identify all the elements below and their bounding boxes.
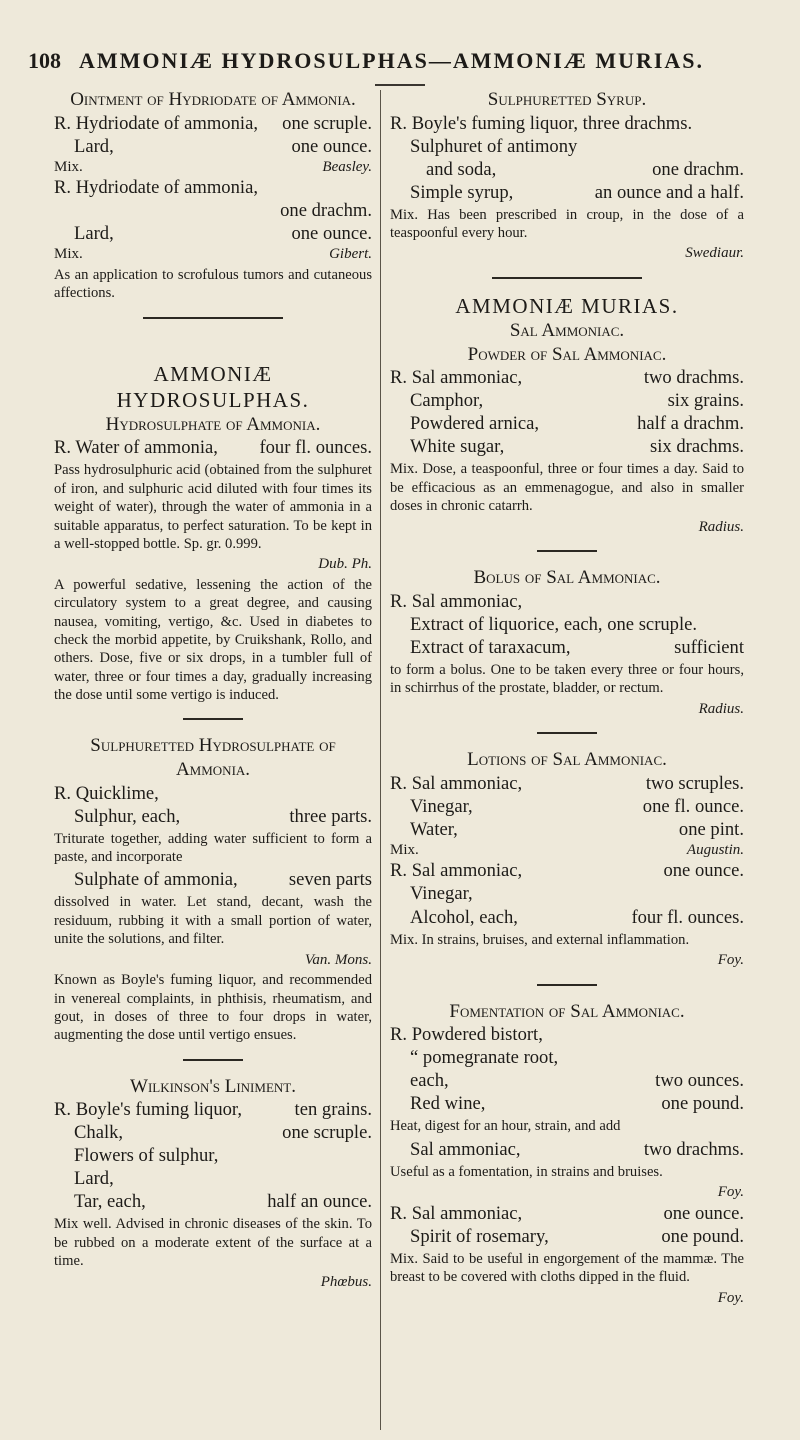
recipe-line: R. Powdered bistort, [390,1024,543,1046]
powder-section [390,343,744,536]
section-title: Powder of Sal Ammoniac. [467,343,667,365]
author-citation: Foy. [717,1289,744,1306]
recipe-line: R. Sal ammoniac, two drachms. [390,367,744,389]
page-number: 108 [28,48,61,73]
usage-note: Known as Boyle's fuming liquor, and recommended in venereal complaints, in phthisis, rheumatism, and gout, in doses of three to four drops in water, augmenting the dose until vertigo ensues. [54,972,372,1044]
lotions-section [390,748,744,969]
bolus-section [390,566,744,718]
recipe-line: and soda, one drachm. [426,158,744,180]
recipe-line: Powdered arnica, half a drachm. [410,413,744,435]
sulphuretted-syrup-section [390,88,744,263]
recipe-line: Spirit of rosemary, one pound. [410,1225,744,1247]
recipe-line: Vinegar, [410,883,473,905]
hydrosulphas-section [54,361,372,705]
section-title: Fomentation of Sal Ammoniac. [449,1000,685,1022]
recipe-line: R. Quicklime, [54,782,159,804]
section-separator [537,984,597,986]
preparation-note: dissolved in water. Let stand, decant, wash the residuum, rubbing it with a small portion of water, unite the solutions, and filter. [54,894,372,948]
recipe-line: Extract of taraxacum, sufficient [410,636,744,658]
column-divider [380,90,381,1430]
recipe-line: Alcohol, each, four fl. ounces. [410,906,744,928]
section-separator [183,1059,243,1061]
section-separator [537,550,597,552]
fomentation-section [390,1000,744,1308]
recipe-line: R. Sal ammoniac, one ounce. [390,1202,744,1224]
recipe-line: R. Boyle's fuming liquor, ten grains. [54,1099,372,1121]
usage-note: Mix well. Advised in chronic diseases of the skin. To be rubbed on a moderate extent of the surface at a time. [54,1216,372,1270]
left-column [54,88,372,1291]
recipe-line: R. Sal ammoniac, two scruples. [390,772,744,794]
recipe-line: R. Hydriodate of ammonia, one scruple. [54,112,372,134]
usage-note: Mix. In strains, bruises, and external inflammation. [390,931,690,948]
section-title: Sulphuretted Hydrosulphate of Ammonia. [90,735,336,781]
usage-note: Useful as a fomentation, in strains and bruises. [390,1163,663,1180]
recipe-line: Flowers of sulphur, [74,1145,219,1167]
usage-note: Mix. Has been prescribed in croup, in the dose of a teaspoonful every hour. [390,206,744,242]
recipe-line: Water, one pint. [410,818,744,840]
recipe-line: Red wine, one pound. [410,1093,744,1115]
author-citation: Radius. [698,700,744,717]
section-heading: AMMONIÆ HYDROSULPHAS. [116,361,310,412]
author-citation: Foy. [717,951,744,968]
section-title: Sulphuretted Syrup. [487,89,647,110]
running-header [28,48,778,74]
recipe-line: Lard, one ounce. [74,223,372,245]
recipe-line: Sal ammoniac, two drachms. [410,1138,744,1160]
murias-section [390,293,744,343]
recipe-line: Extract of liquorice, each, one scruple. [410,613,698,635]
section-separator [143,317,283,319]
section-title: Lotions of Sal Ammoniac. [467,749,667,771]
recipe-line: Sulphate of ammonia, seven parts [74,869,372,891]
recipe-line: Vinegar, one fl. ounce. [410,795,744,817]
recipe-line: R. Sal ammoniac, one ounce. [390,860,744,882]
recipe-line: Sulphur, each, three parts. [74,805,372,827]
preparation-note: Heat, digest for an hour, strain, and add [390,1118,621,1135]
section-separator [183,718,243,720]
recipe-line: Lard, one ounce. [74,135,372,157]
running-title: AMMONIÆ HYDROSULPHAS—AMMONIÆ MURIAS. [79,48,705,73]
recipe-line: White sugar, six drachms. [410,436,744,458]
recipe-line: Tar, each, half an ounce. [74,1191,372,1213]
usage-note: to form a bolus. One to be taken every three or four hours, in schirrhus of the prostate, bladder, or rectum. [390,661,744,697]
recipe-line: R. Water of ammonia, four fl. ounces. [54,437,372,459]
author-citation: Dub. Ph. [318,556,372,573]
section-title: Wilkinson's Liniment. [130,1075,296,1097]
author-citation: Swediaur. [685,245,744,262]
recipe-line: Camphor, six grains. [410,390,744,412]
recipe-line: one drachm. [280,200,372,222]
section-subtitle: Sal Ammoniac. [509,320,625,342]
usage-note: Mix. Dose, a teaspoonful, three or four times a day. Said to be efficacious as an emmenagogue, and also in smaller doses in chronic catarrh. [390,461,744,515]
author-citation: Phœbus. [320,1273,372,1290]
sulphuretted-hydrosulphate-section [54,734,372,1044]
preparation-note: Pass hydrosulphuric acid (obtained from the sulphuret of iron, and sulphuric acid diluted with four times its weight of water), through the water of ammonia in a suitable apparatus, to perfect saturation. To be kept in a well-stopped bottle. Sp. gr. 0.999. [54,462,372,552]
wilkinson-liniment-section [54,1075,372,1292]
usage-note: As an application to scrofulous tumors and cutaneous affections. [54,266,372,302]
usage-note: Mix. Said to be useful in engorgement of the mammæ. The breast to be covered with cloths dipped in the fluid. [390,1250,744,1286]
ointment-hydriodate-section [54,88,372,303]
section-title: Ointment of Hydriodate of Ammonia. [70,89,356,110]
author-citation: Foy. [717,1184,744,1201]
usage-note: A powerful sedative, lessening the action of the circulatory system to a great degree, and causing nausea, vomiting, vertigo, &c. Used in diabetes to check the morbid appetite, by Cruikshank, Rollo, and others. Dose, five or six drops, in a tumbler full of water, three or four times a day, gradually increasing the dose until some vertigo is induced. [54,576,372,704]
right-column [390,88,744,1307]
recipe-line: R. Hydriodate of ammonia, [54,177,258,199]
recipe-line: Simple syrup, an ounce and a half. [410,181,744,203]
recipe-line: Lard, [74,1168,114,1190]
recipe-line: Chalk, one scruple. [74,1122,372,1144]
mix-line: Mix. Augustin. [390,841,744,858]
mix-line: Mix. Gibert. [54,246,372,263]
recipe-line: each, two ounces. [410,1070,744,1092]
preparation-note: Triturate together, adding water sufficient to form a paste, and incorporate [54,830,372,866]
section-separator [537,732,597,734]
section-title: Hydrosulphate of Ammonia. [105,413,321,435]
recipe-line: R. Sal ammoniac, [390,590,523,612]
author-citation: Van. Mons. [304,951,372,968]
section-title: Bolus of Sal Ammoniac. [473,567,661,589]
recipe-line: R. Boyle's fuming liquor, three drachms. [390,112,693,134]
header-rule [375,84,425,86]
author-citation: Radius. [698,518,744,535]
section-heading: AMMONIÆ MURIAS. [455,294,679,319]
mix-line: Mix. Beasley. [54,158,372,175]
recipe-line: “ pomegranate root, [410,1047,559,1069]
section-separator [492,277,642,279]
recipe-line: Sulphuret of antimony [410,135,578,157]
